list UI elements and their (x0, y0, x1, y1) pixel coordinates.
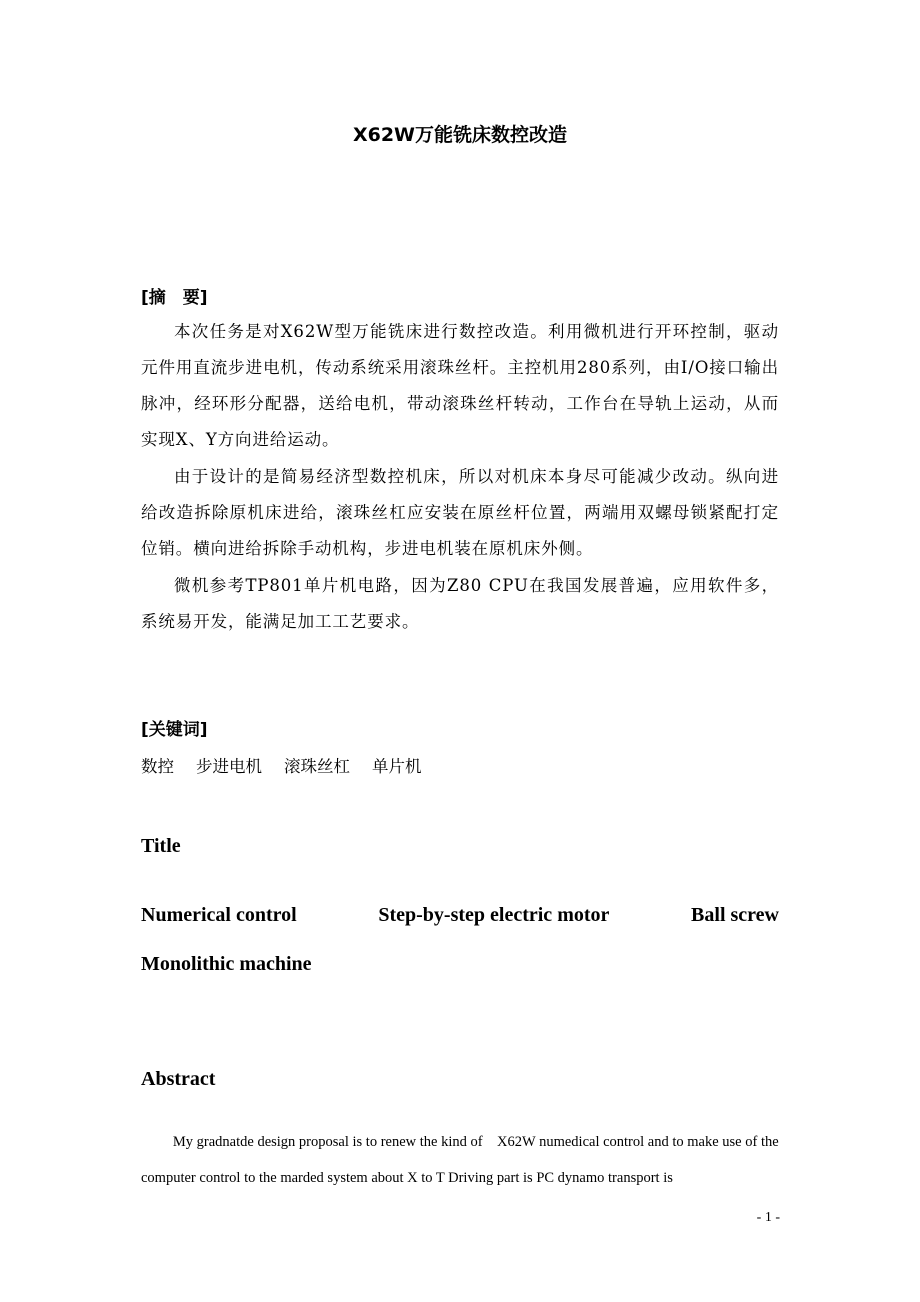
abstract-cn-paragraph-3: 微机参考TP801单片机电路，因为Z80 CPU在我国发展普遍，应用软件多，系统易开发，能满足加工工艺要求。 (141, 576, 779, 631)
page-number: - 1 - (756, 1210, 780, 1225)
abstract-cn-paragraph-1: 本次任务是对X62W型万能铣床进行数控改造。利用微机进行开环控制，驱动元件用直流步进电机，传动系统采用滚珠丝杆。主控机用280系列，由I/O接口输出脉冲，经环形分配器，送给电机，带动滚珠丝杆转动，工作台在导轨上运动，从而实现X、Y方向进给运动。 (141, 322, 779, 449)
keyword-cn-item: 滚珠丝杠 (284, 757, 350, 776)
keyword-en-item: Monolithic machine (141, 953, 312, 975)
keyword-en-item: Numerical control (141, 904, 297, 926)
abstract-cn-paragraph-2: 由于设计的是简易经济型数控机床，所以对机床本身尽可能减少改动。纵向进给改造拆除原机床进给，滚珠丝杠应安装在原丝杆位置，两端用双螺母锁紧配打定位销。横向进给拆除手动机构，步进电机装在原机床外侧。 (141, 467, 779, 558)
title-en-heading: Title (141, 835, 181, 857)
keyword-en-item: Ball screw (691, 904, 779, 926)
keywords-cn-list (141, 754, 422, 780)
keywords-en-row (141, 902, 779, 928)
keyword-cn-item: 单片机 (372, 757, 422, 776)
document-title: X62W万能铣床数控改造 (352, 124, 568, 146)
keyword-cn-item: 步进电机 (196, 757, 262, 776)
keyword-cn-item: 数控 (141, 757, 174, 776)
keyword-en-item: Step-by-step electric motor (378, 904, 610, 926)
abstract-cn-heading: [摘 要] (141, 288, 208, 308)
abstract-en-heading: Abstract (141, 1068, 216, 1090)
keywords-cn-heading: [关键词] (141, 720, 208, 740)
abstract-en-paragraph: My gradnatde design proposal is to renew the kind of X62W numedical control and to make use of the computer control to the marded system about X to T Driving part is PC dynamo transport is (141, 1134, 779, 1186)
